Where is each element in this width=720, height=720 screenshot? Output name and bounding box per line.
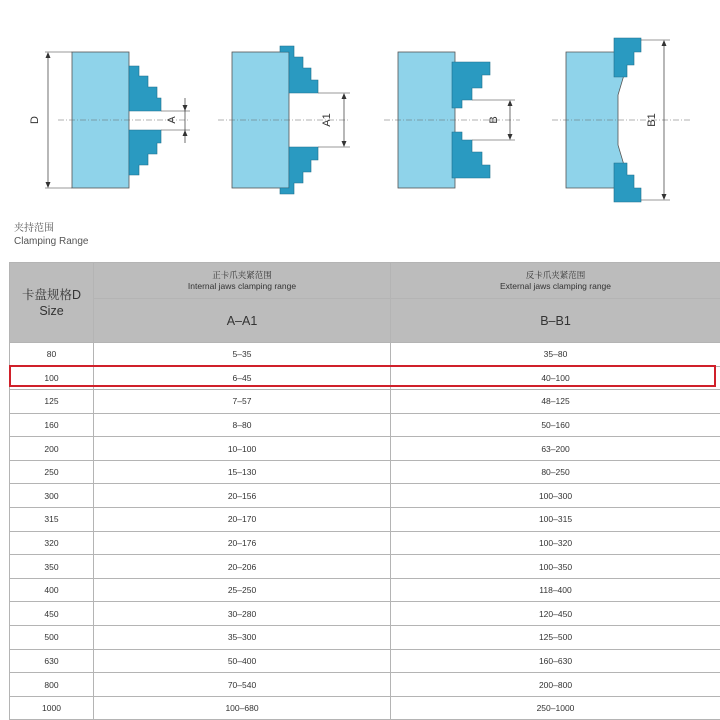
table-row: [10, 484, 720, 508]
header-external-en: External jaws clamping range: [499, 280, 612, 291]
header-internal-cn: 正卡爪夹紧范围: [212, 269, 272, 280]
cell-internal-range: 25–250: [94, 578, 391, 602]
cell-size: 800: [10, 673, 94, 697]
caption-en: Clamping Range: [14, 236, 89, 247]
cell-internal-range: 30–280: [94, 602, 391, 626]
cell-internal-range: 5–35: [94, 343, 391, 367]
diagram-b: [384, 52, 520, 188]
header-internal-en: Internal jaws clamping range: [187, 280, 297, 291]
header-internal: [94, 263, 391, 299]
cell-internal-range: 6–45: [94, 366, 391, 390]
table-row: [10, 578, 720, 602]
table-row: [10, 343, 720, 367]
cell-external-range: 100–315: [391, 508, 720, 532]
table-row: [10, 413, 720, 437]
cell-size: 125: [10, 390, 94, 414]
clamping-range-table: [9, 262, 720, 720]
jaw-upper: [614, 38, 641, 77]
cell-size: 350: [10, 555, 94, 579]
cell-external-range: 120–450: [391, 602, 720, 626]
cell-size: 250: [10, 460, 94, 484]
cell-external-range: 118–400: [391, 578, 720, 602]
diagram-b1: [552, 38, 690, 202]
label-b1: B1: [646, 113, 658, 127]
cell-external-range: 100–320: [391, 531, 720, 555]
header-size-cn: 卡盘规格D: [21, 287, 82, 302]
table-row: [10, 460, 720, 484]
table-row: [10, 366, 720, 390]
table-body: [10, 343, 720, 720]
table-row: [10, 555, 720, 579]
cell-internal-range: 50–400: [94, 649, 391, 673]
cell-internal-range: 20–156: [94, 484, 391, 508]
jaw-lower: [129, 130, 161, 175]
cell-internal-range: 8–80: [94, 413, 391, 437]
clamping-range-table-wrap: [9, 262, 720, 720]
cell-internal-range: 100–680: [94, 696, 391, 720]
cell-size: 160: [10, 413, 94, 437]
cell-external-range: 40–100: [391, 366, 720, 390]
cell-external-range: 160–630: [391, 649, 720, 673]
cell-external-range: 48–125: [391, 390, 720, 414]
diagram-a1: [218, 46, 350, 194]
header-external: [391, 263, 720, 299]
table-row: [10, 673, 720, 697]
cell-external-range: 125–500: [391, 626, 720, 650]
jaw-lower: [614, 163, 641, 202]
table-row: [10, 508, 720, 532]
label-b: B: [488, 116, 500, 124]
table-row: [10, 390, 720, 414]
cell-internal-range: 20–170: [94, 508, 391, 532]
diagram-d-a: [29, 52, 190, 188]
jaw-lower: [452, 132, 490, 178]
table-row: [10, 696, 720, 720]
jaw-upper: [129, 66, 161, 111]
cell-size: 450: [10, 602, 94, 626]
cell-size: 1000: [10, 696, 94, 720]
cell-internal-range: 10–100: [94, 437, 391, 461]
header-external-sub: B–B1: [391, 299, 720, 343]
cell-external-range: 100–350: [391, 555, 720, 579]
cell-internal-range: 70–540: [94, 673, 391, 697]
header-size-en: Size: [39, 303, 64, 318]
table-row: [10, 531, 720, 555]
cell-size: 400: [10, 578, 94, 602]
caption-cn: 夹持范围: [14, 223, 54, 234]
chuck-diagrams-svg: [0, 0, 720, 205]
label-a: A: [166, 116, 178, 124]
header-external-cn: 反卡爪夹紧范围: [525, 269, 586, 280]
cell-external-range: 63–200: [391, 437, 720, 461]
cell-external-range: 80–250: [391, 460, 720, 484]
cell-external-range: 50–160: [391, 413, 720, 437]
cell-size: 630: [10, 649, 94, 673]
cell-size: 320: [10, 531, 94, 555]
chuck-diagrams: [0, 0, 720, 205]
header-internal-sub: A–A1: [94, 299, 391, 343]
cell-internal-range: 20–206: [94, 555, 391, 579]
jaw-upper: [452, 62, 490, 108]
cell-internal-range: 35–300: [94, 626, 391, 650]
cell-external-range: 200–800: [391, 673, 720, 697]
cell-size: 80: [10, 343, 94, 367]
table-row: [10, 437, 720, 461]
cell-internal-range: 20–176: [94, 531, 391, 555]
cell-external-range: 100–300: [391, 484, 720, 508]
label-a1: A1: [321, 113, 333, 127]
cell-size: 200: [10, 437, 94, 461]
cell-size: 100: [10, 366, 94, 390]
cell-internal-range: 15–130: [94, 460, 391, 484]
table-row: [10, 602, 720, 626]
table-row: [10, 626, 720, 650]
cell-size: 500: [10, 626, 94, 650]
header-size: [10, 263, 94, 343]
cell-external-range: 35–80: [391, 343, 720, 367]
cell-size: 300: [10, 484, 94, 508]
clamping-range-caption: [14, 222, 89, 248]
table-row: [10, 649, 720, 673]
cell-internal-range: 7–57: [94, 390, 391, 414]
label-d: D: [29, 116, 41, 124]
cell-external-range: 250–1000: [391, 696, 720, 720]
cell-size: 315: [10, 508, 94, 532]
